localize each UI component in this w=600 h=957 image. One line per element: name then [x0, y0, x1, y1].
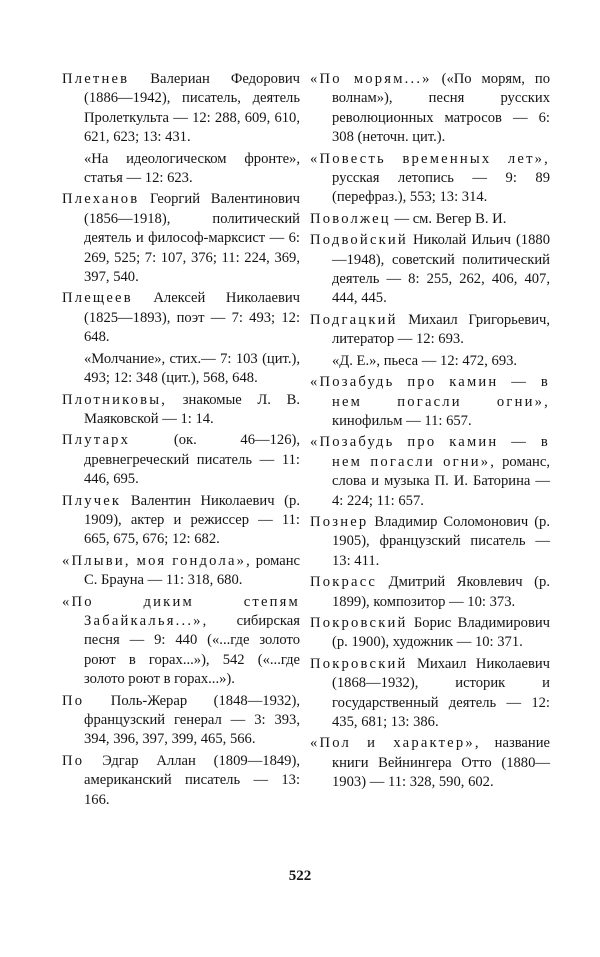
index-entry	[310, 373, 550, 431]
entry-heading: Плутарх	[62, 432, 131, 449]
index-entry	[310, 433, 550, 511]
entry-heading: Поволжец	[310, 210, 391, 227]
index-entry	[62, 692, 300, 750]
left-column	[62, 70, 300, 812]
entry-heading: Покрасс	[310, 574, 378, 591]
entry-text: романс, слова и музыка П. И. Баторина — 4: 224; 11: 657.	[332, 453, 550, 509]
entry-heading: Плотниковы,	[62, 391, 168, 408]
index-entry	[62, 289, 300, 347]
entry-text: Михаил Николаевич (1868—1932), историк и государственный деятель — 12: 435, 681; 13: 386.	[332, 655, 550, 730]
entry-heading: «По диким степям Забайкалья...»,	[62, 593, 300, 629]
entry-heading: Плеханов	[62, 191, 140, 208]
index-entry	[310, 734, 550, 792]
entry-heading: «Позабудь про камин — в нем погасли огни»,	[310, 374, 550, 410]
entry-heading: «Пол и характер»,	[310, 735, 481, 752]
entry-heading: «Плыви, моя гондола»,	[62, 552, 252, 569]
entry-text: Георгий Валентинович (1856—1918), политический деятель и философ-марксист — 6: 269, 525; 7: 107, 376; 11: 224, 369, 397, 540.	[84, 191, 300, 286]
index-entry	[310, 513, 550, 571]
index-entry	[310, 150, 550, 208]
index-subentry	[310, 352, 550, 371]
index-subentry	[62, 350, 300, 389]
entry-text: (ок. 46—126), древнегреческий писатель — 11: 446, 695.	[84, 432, 300, 488]
entry-text: «Молчание», стих.— 7: 103 (цит.), 493; 12: 348 (цит.), 568, 648.	[84, 350, 300, 387]
entry-text: Валентин Николаевич (р. 1909), актер и режиссер — 11: 665, 675, 676; 12: 682.	[84, 492, 300, 548]
entry-heading: «Повесть временных лет»,	[310, 150, 550, 167]
index-entry	[62, 70, 300, 148]
entry-text: («По морям, по волнам»), песня русских революционных матросов — 6: 308 (неточн. цит.).	[332, 71, 550, 146]
index-subentry	[62, 150, 300, 189]
index-entry	[62, 391, 300, 430]
index-entry	[62, 190, 300, 287]
entry-text: Михаил Григорьевич, литератор — 12: 693.	[332, 311, 550, 348]
index-entry	[62, 431, 300, 489]
entry-heading: Покровский	[310, 655, 408, 672]
entry-text: название книги Вейнингера Отто (1880—1903) — 11: 328, 590, 602.	[332, 735, 550, 791]
entry-text: сибирская песня — 9: 440 («...где золото роют в горах...»), 542 («...где золото роют в горах...»).	[84, 612, 300, 688]
page-number: 522	[288, 868, 312, 884]
entry-text: знакомые Л. В. Маяковской — 1: 14.	[84, 391, 300, 427]
entry-heading: Подвойский	[310, 232, 408, 249]
entry-heading: По	[62, 692, 85, 709]
entry-heading: Познер	[310, 513, 369, 530]
index-entry	[310, 231, 550, 309]
index-entry	[310, 210, 550, 229]
entry-text: русская летопись — 9: 89 (перефраз.), 553; 13: 314.	[332, 170, 550, 206]
entry-heading: Плучек	[62, 492, 122, 509]
entry-text: романс С. Брауна — 11: 318, 680.	[84, 552, 300, 589]
entry-heading: «Позабудь про камин — в нем погасли огни»,	[310, 434, 550, 470]
entry-text: Владимир Соломонович (р. 1905), французский писатель — 13: 411.	[332, 513, 550, 569]
index-entry	[310, 655, 550, 733]
index-entry	[310, 70, 550, 148]
entry-text: Поль-Жерар (1848—1932), французский генерал — 3: 393, 394, 396, 397, 399, 465, 566.	[84, 692, 300, 748]
index-entry	[62, 752, 300, 810]
entry-heading: «По морям...»	[310, 71, 432, 87]
entry-heading: Плетнев	[62, 71, 130, 87]
entry-text: кинофильм — 11: 657.	[332, 412, 472, 429]
entry-text: «На идеологическом фронте», статья — 12: 623.	[84, 150, 300, 187]
index-entry	[62, 552, 300, 591]
index-entry	[310, 573, 550, 612]
index-entry	[62, 593, 300, 690]
entry-heading: Подгацкий	[310, 311, 398, 328]
entry-text: «Д. Е.», пьеса — 12: 472, 693.	[332, 352, 518, 369]
entry-text: Дмитрий Яковлевич (р. 1899), композитор — 10: 373.	[332, 574, 550, 610]
entry-text: Алексей Николаевич (1825—1893), поэт — 7: 493; 12: 648.	[84, 290, 300, 346]
entry-heading: Покровский	[310, 614, 408, 631]
index-entry	[310, 311, 550, 350]
entry-text: Борис Владимирович (р. 1900), художник — 10: 371.	[332, 614, 550, 651]
index-entry	[310, 614, 550, 653]
entry-text: Эдгар Аллан (1809—1849), американский писатель — 13: 166.	[84, 752, 300, 808]
entry-text: Николай Ильич (1880—1948), советский политический деятель — 8: 255, 262, 406, 407, 444, 445.	[332, 232, 550, 307]
right-column	[310, 70, 550, 795]
entry-text: — см. Вегер В. И.	[390, 210, 507, 227]
entry-heading: По	[62, 752, 85, 769]
entry-text: Валериан Федорович (1886—1942), писатель, деятель Пролеткульта — 12: 288, 609, 610, 621, 623; 13: 431.	[84, 71, 300, 146]
entry-heading: Плещеев	[62, 290, 133, 307]
index-entry	[62, 492, 300, 550]
